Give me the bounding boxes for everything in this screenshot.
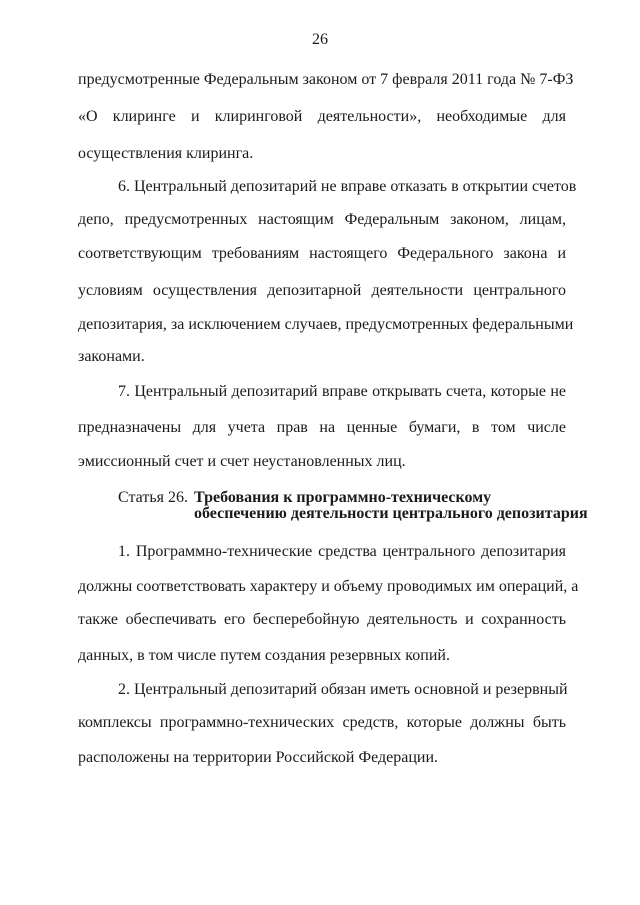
paragraph-line: данных, в том числе путем создания резервных копий.	[78, 647, 450, 664]
paragraph-line: депозитария, за исключением случаев, предусмотренных федеральными	[78, 316, 574, 333]
page-number: 26	[312, 31, 328, 48]
article-title: обеспечению деятельности центрального депозитария	[194, 505, 588, 522]
article-title: Требования к программно-техническому	[194, 489, 492, 506]
paragraph-line: также обеспечивать его бесперебойную деятельность и сохранность	[78, 611, 566, 628]
paragraph-line: эмиссионный счет и счет неустановленных лиц.	[78, 453, 406, 470]
paragraph-line: предусмотренные Федеральным законом от 7 февраля 2011 года № 7-ФЗ	[78, 71, 574, 88]
paragraph-line: соответствующим требованиям настоящего Федерального закона и	[78, 245, 566, 262]
paragraph-line: комплексы программно-технических средств, которые должны быть	[78, 714, 566, 731]
paragraph-line: 2. Центральный депозитарий обязан иметь основной и резервный	[118, 681, 568, 698]
paragraph-line: осуществления клиринга.	[78, 145, 254, 162]
paragraph-line: должны соответствовать характеру и объему проводимых им операций, а	[78, 578, 579, 595]
paragraph-line: 6. Центральный депозитарий не вправе отказать в открытии счетов	[118, 178, 577, 195]
paragraph-line: законами.	[78, 348, 145, 365]
paragraph-line: 1. Программно-технические средства центрального депозитария	[118, 543, 566, 560]
paragraph-line: условиям осуществления депозитарной деятельности центрального	[78, 282, 566, 299]
paragraph-line: «О клиринге и клиринговой деятельности», необходимые для	[78, 108, 566, 125]
paragraph-line: предназначены для учета прав на ценные бумаги, в том числе	[78, 419, 566, 436]
paragraph-line: 7. Центральный депозитарий вправе открывать счета, которые не	[118, 383, 566, 400]
article-number: Статья 26.	[118, 489, 188, 506]
paragraph-line: расположены на территории Российской Федерации.	[78, 749, 439, 766]
paragraph-line: депо, предусмотренных настоящим Федеральным законом, лицам,	[78, 211, 566, 228]
